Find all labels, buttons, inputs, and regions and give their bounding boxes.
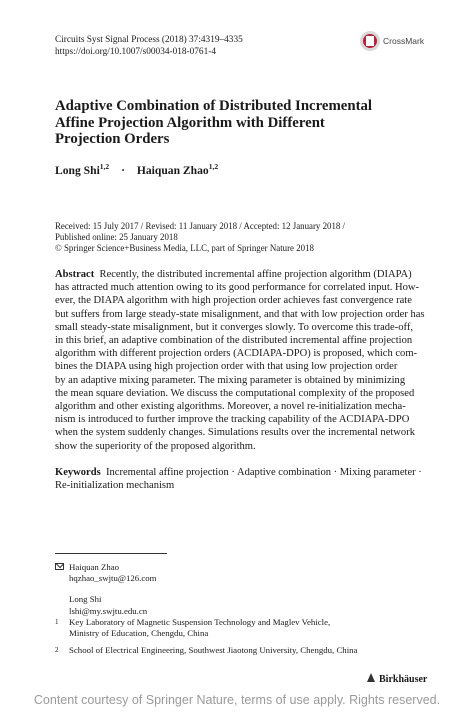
abstract xyxy=(55,268,425,453)
keywords-heading: Keywords xyxy=(55,467,101,478)
copyright-notice: © Springer Science+Business Media, LLC, part of Springer Nature 2018 xyxy=(55,243,314,253)
keywords xyxy=(55,466,425,492)
history-dates: Received: 15 July 2017 / Revised: 11 January 2018 / Accepted: 12 January 2018 / xyxy=(55,221,346,231)
abstract-line: has attracted much attention owing to its good performance for correlated input. How- xyxy=(55,282,420,294)
abstract-line xyxy=(55,268,421,281)
keywords-text: Incremental affine projection · Adaptive combination · Mixing parameter · xyxy=(105,467,422,478)
abstract-line: algorithm with different projection orders (ACDIAPA-DPO) is proposed, which com- xyxy=(55,348,418,360)
footnote-divider xyxy=(55,553,167,554)
author-affiliation-marker: 1,2 xyxy=(99,162,110,171)
publication-history xyxy=(55,221,345,254)
keywords-line xyxy=(55,466,425,479)
author-list xyxy=(55,162,218,177)
abstract-line: but suffers from large steady-state misalignment, and that with low projection order has xyxy=(55,308,425,320)
title-line: Projection Orders xyxy=(55,131,170,147)
crossmark-icon-bookmark xyxy=(366,36,374,46)
birkhauser-logo-icon xyxy=(366,673,376,683)
envelope-icon xyxy=(55,563,64,570)
affiliation-number: 2 xyxy=(55,646,59,654)
affiliation xyxy=(55,645,445,656)
abstract-line: nism is introduced to further improve the tracking capability of the ACDIAPA-DPO xyxy=(55,414,410,426)
courtesy-watermark: Content courtesy of Springer Nature, terms of use apply. Rights reserved. xyxy=(33,693,441,707)
abstract-line: small steady-state misalignment, but it converges slowly. To overcome this trade-off, xyxy=(55,321,413,333)
corresponding-author-email[interactable]: hqzhao_swjtu@126.com xyxy=(69,573,157,584)
author-affiliation-marker: 1,2 xyxy=(208,162,219,171)
abstract-line: ever, the DIAPA algorithm with high projection order achieves fast convergence rate xyxy=(55,295,412,307)
journal-citation: Circuits Syst Signal Process (2018) 37:4319–4335 xyxy=(55,35,243,45)
spacer xyxy=(55,584,157,594)
crossmark-badge[interactable] xyxy=(359,30,433,56)
author-name[interactable]: Haiquan Zhao xyxy=(136,163,209,177)
affiliation-text: Key Laboratory of Magnetic Suspension Technology and Maglev Vehicle, xyxy=(69,617,331,627)
abstract-line: bines the DIAPA using high projection order with that using low projection order xyxy=(55,361,398,373)
affiliation-text: Ministry of Education, Chengdu, China xyxy=(69,628,209,639)
history-published: Published online: 25 January 2018 xyxy=(55,232,178,242)
correspondence-block xyxy=(55,562,157,617)
doi-link[interactable]: https://doi.org/10.1007/s00034-018-0761-4 xyxy=(55,46,216,57)
corresponding-author-name: Haiquan Zhao xyxy=(69,562,120,572)
publisher-logo xyxy=(366,673,427,685)
affiliation-number: 1 xyxy=(55,618,59,626)
abstract-line: in this brief, an adaptive combination of the distributed incremental affine projection xyxy=(55,335,413,347)
publisher-name: Birkhäuser xyxy=(379,674,428,685)
title-line: Adaptive Combination of Distributed Incremental xyxy=(55,98,373,114)
abstract-heading: Abstract xyxy=(55,269,95,280)
affiliation xyxy=(55,617,445,639)
abstract-line: algorithm and other existing algorithms. Moreover, a novel re-initialization mecha- xyxy=(55,401,406,413)
abstract-line: show the superiority of the proposed algorithm. xyxy=(55,440,256,452)
affiliation-text: School of Electrical Engineering, Southwest Jiaotong University, Chengdu, China xyxy=(69,645,358,655)
abstract-line: by an adaptive mixing parameter. The mixing parameter is obtained by minimizing xyxy=(55,374,406,386)
corresponding-author-name: Long Shi xyxy=(69,594,102,605)
author-separator: · xyxy=(121,163,125,177)
crossmark-label: CrossMark xyxy=(383,36,425,46)
keywords-line: Re-initialization mechanism xyxy=(55,480,175,492)
title-line: Affine Projection Algorithm with Different xyxy=(55,114,325,131)
abstract-text: Recently, the distributed incremental affine projection algorithm (DIAPA) xyxy=(99,269,412,280)
abstract-line: the mean square deviation. We discuss the computational complexity of the proposed xyxy=(55,387,415,399)
abstract-line: when the system suddenly changes. Simulations results over the incremental network xyxy=(55,427,415,439)
journal-reference xyxy=(55,35,243,58)
author-name[interactable]: Long Shi xyxy=(55,163,100,177)
corresponding-author-email[interactable]: lshi@my.swjtu.edu.cn xyxy=(69,605,148,616)
article-title xyxy=(55,98,415,148)
